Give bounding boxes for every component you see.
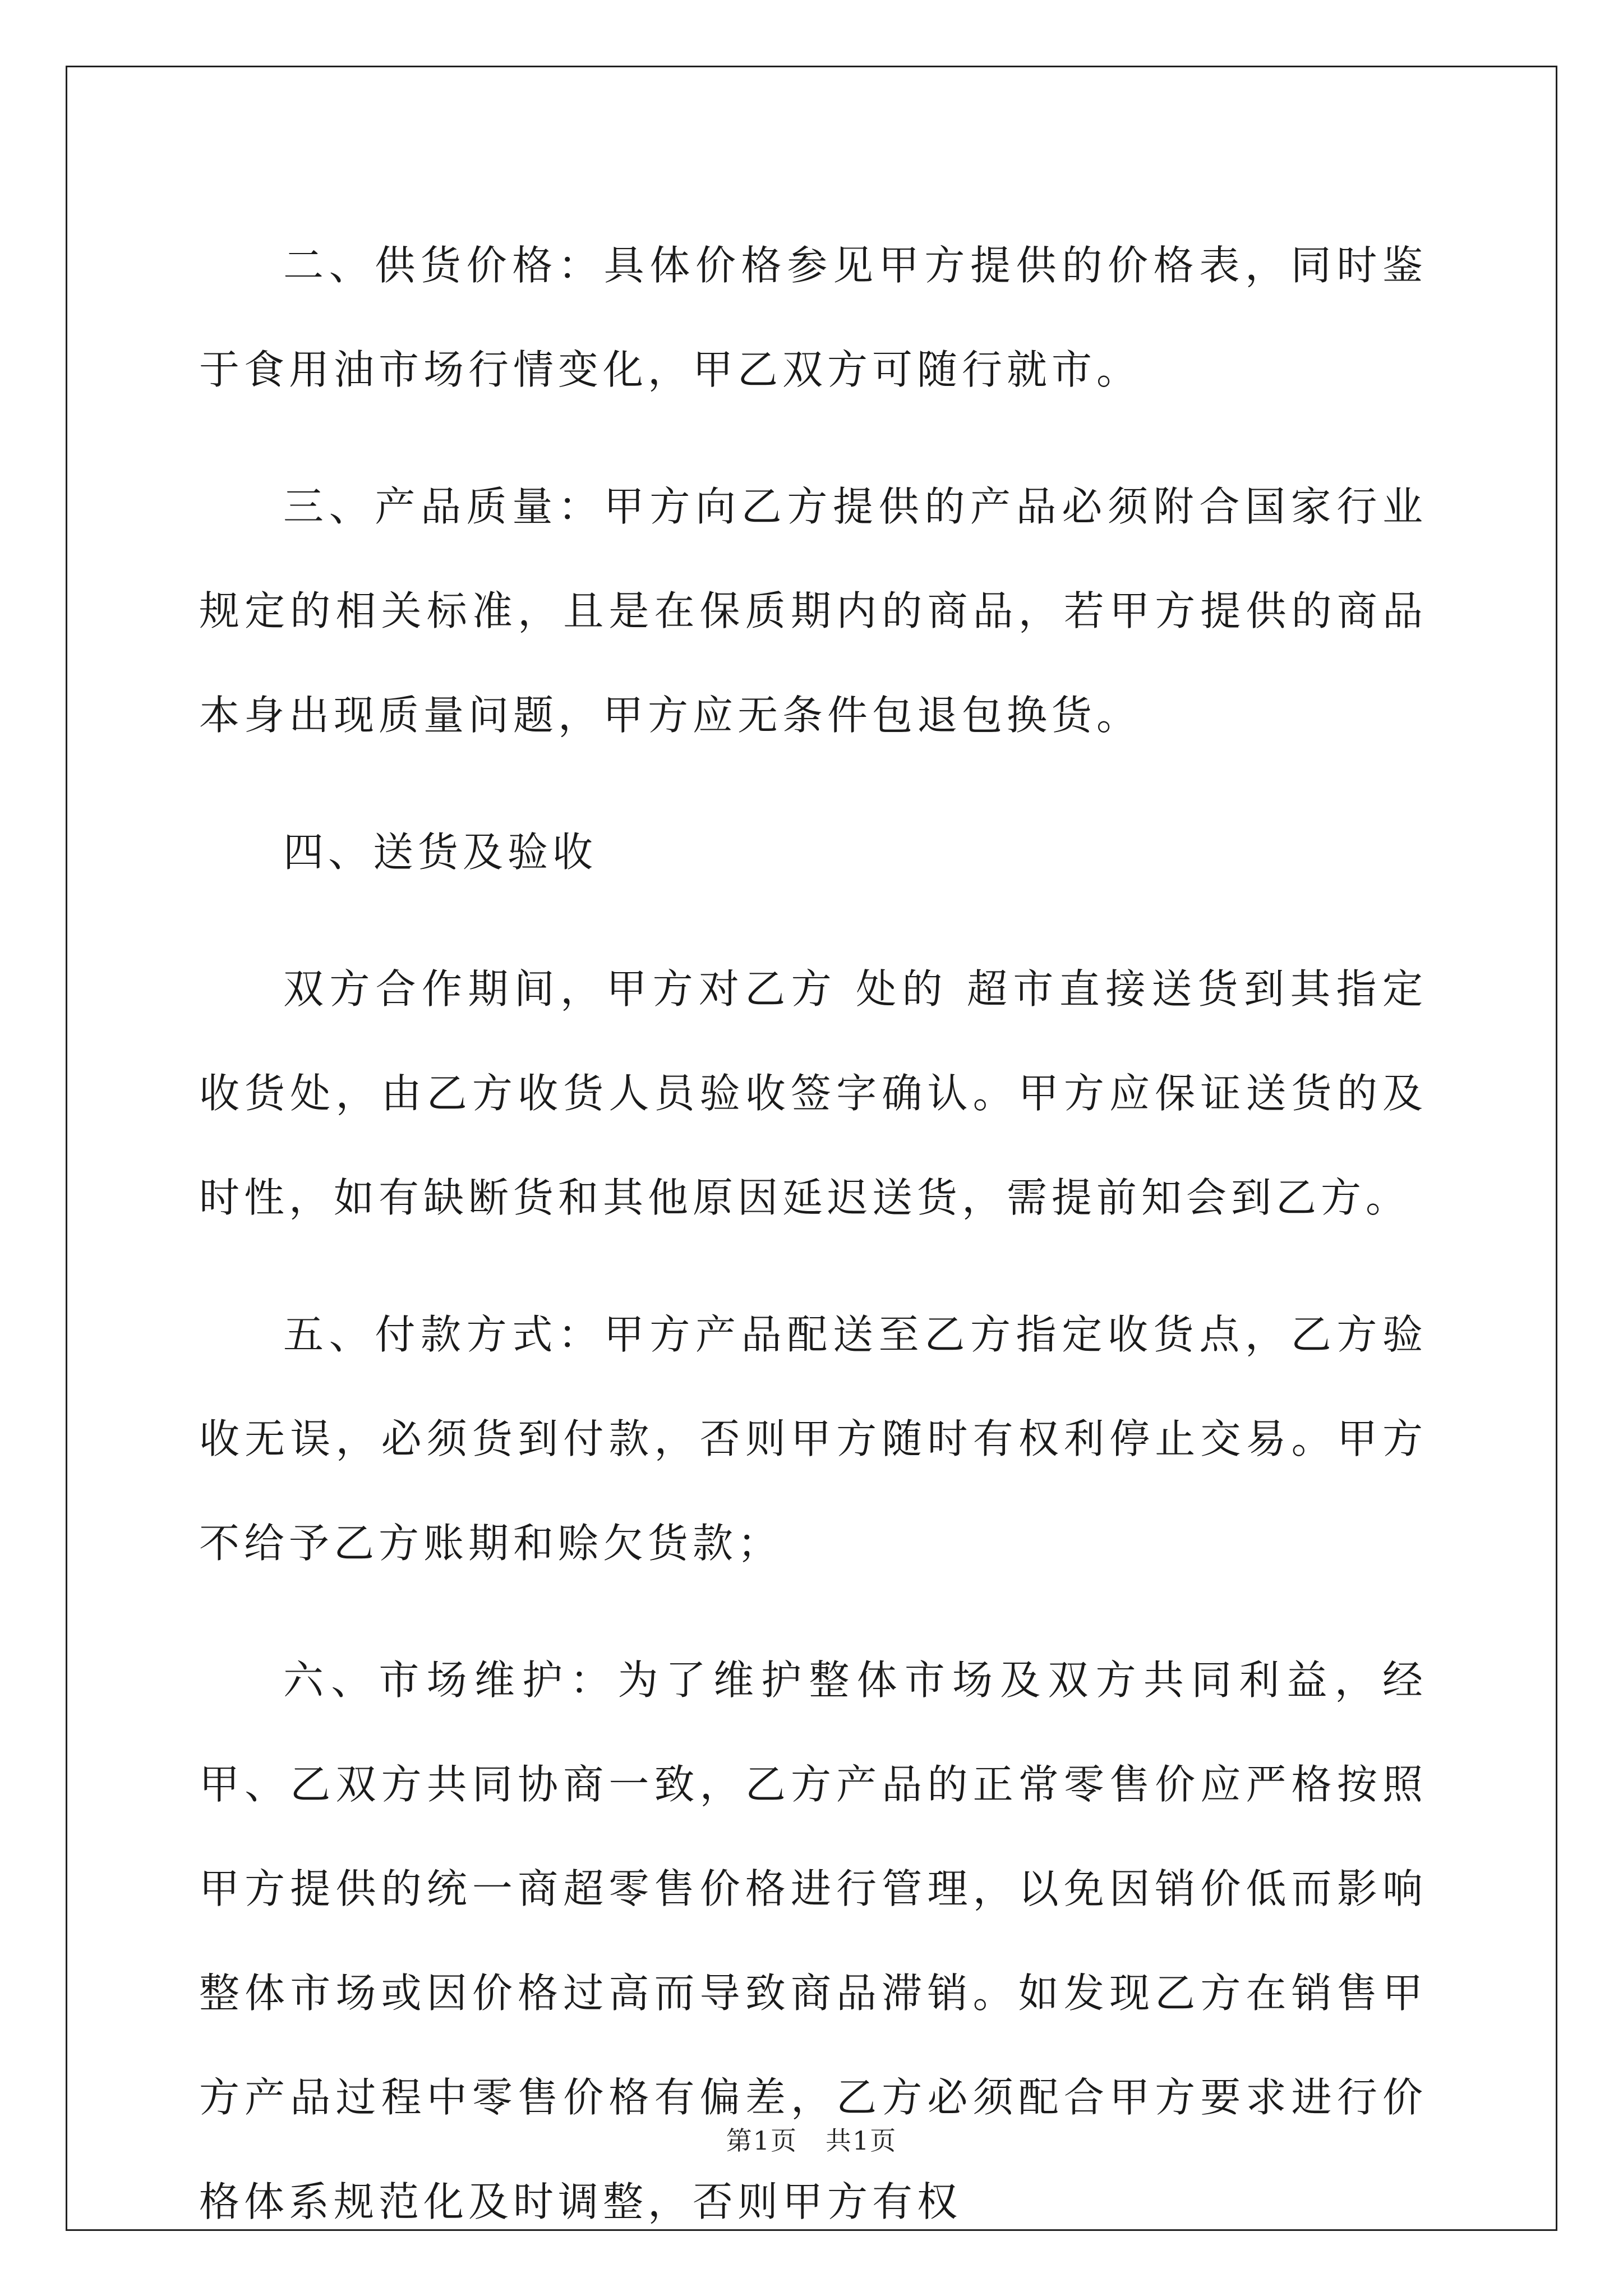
paragraph-supply-price: 二、供货价格：具体价格参见甲方提供的价格表，同时鉴于食用油市场行情变化，甲乙双方可随行就市。 xyxy=(199,242,1427,393)
paragraph-payment-method: 五、付款方式：甲方产品配送至乙方指定收货点，乙方验收无误，必须货到付款，否则甲方随时有权利停止交易。甲方不给予乙方账期和赊欠货款； xyxy=(199,1311,1427,1567)
paragraph-delivery-heading: 四、送货及验收 xyxy=(283,829,598,876)
paragraph-delivery-details: 双方合作期间，甲方对乙方 处的 超市直接送货到其指定收货处，由乙方收货人员验收签字确认。甲方应保证送货的及时性，如有缺断货和其他原因延迟送货，需提前知会到乙方。 xyxy=(199,965,1427,1221)
document-body xyxy=(199,213,1427,2286)
paragraph-product-quality: 三、产品质量：甲方向乙方提供的产品必须附合国家行业规定的相关标准，且是在保质期内的商品，若甲方提供的商品本身出现质量问题，甲方应无条件包退包换货。 xyxy=(199,483,1427,739)
paragraph-market-maintenance: 六、市场维护：为了维护整体市场及双方共同利益，经甲、乙双方共同协商一致，乙方产品的正常零售价应严格按照甲方提供的统一商超零售价格进行管理，以免因销价低而影响整体市场或因价格过高而导致商品滞销。如发现乙方在销售甲方产品过程中零售价格有偏差，乙方必须配合甲方要求进行价格体系规范化及时调整，否则甲方有权 xyxy=(199,1657,1427,2225)
page-total: 共1页 xyxy=(825,2125,897,2156)
page-number: 第1页 xyxy=(726,2125,798,2156)
page-footer xyxy=(0,2120,1623,2157)
